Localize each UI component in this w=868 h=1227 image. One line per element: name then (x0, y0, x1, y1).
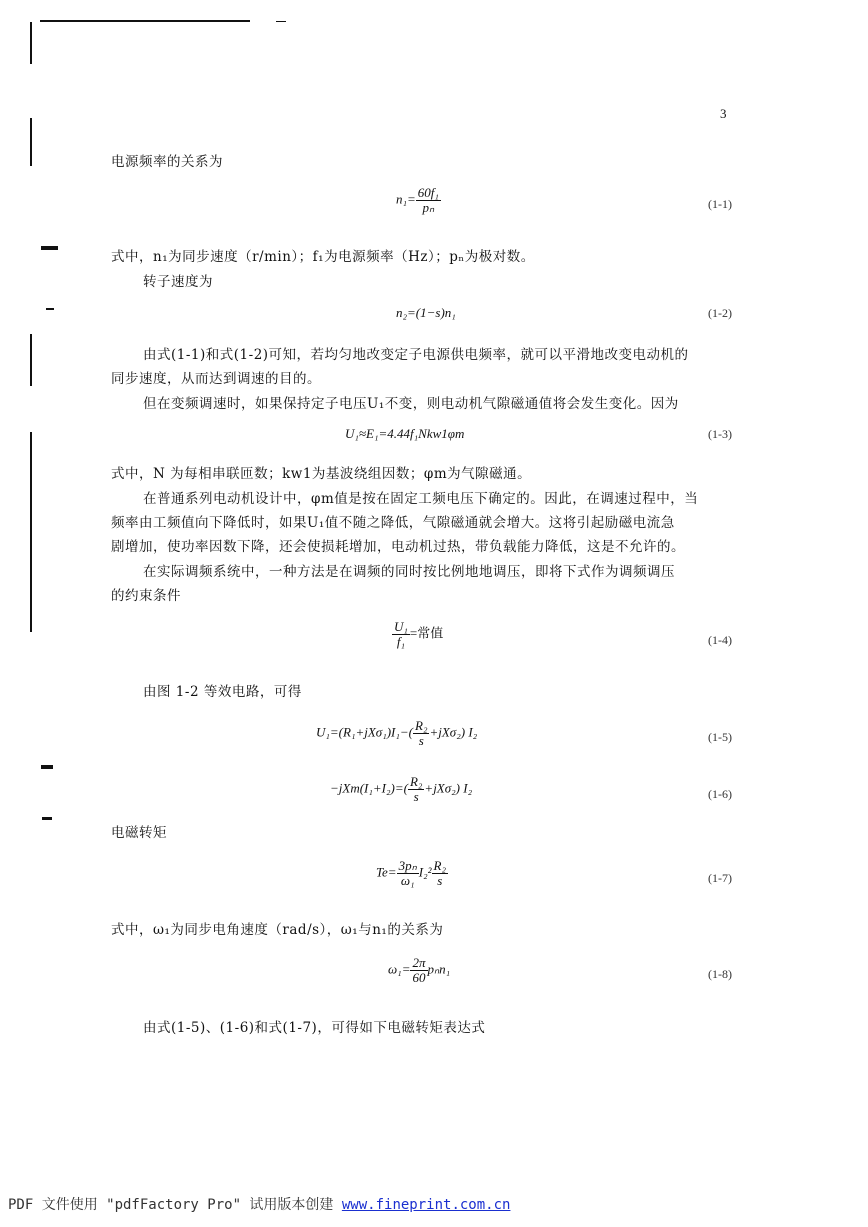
equation-rhs: pₙn₁ (427, 961, 451, 977)
equation-1-7 (376, 859, 448, 888)
equation-number: (1-5) (708, 730, 732, 744)
equation-lhs: n₁= (396, 191, 416, 207)
paragraph-line: 电磁转矩 (111, 825, 167, 841)
footer-link[interactable]: www.fineprint.com.cn (341, 1197, 511, 1213)
margin-dash-4 (46, 308, 54, 310)
equation-numerator: U₁ (394, 619, 408, 634)
paragraph-line: 的约束条件 (111, 588, 181, 604)
paragraph-line: 但在变频调速时，如果保持定子电压U₁不变，则电动机气隙磁通值将会发生变化。因为 (143, 396, 679, 412)
margin-dash-2 (41, 765, 53, 769)
equation-denominator: pₙ (422, 200, 435, 215)
equation-numerator: 60f₁ (417, 185, 439, 200)
equation-1-6 (330, 775, 472, 804)
equation-numerator: 3pₙ (398, 858, 417, 873)
paragraph-line: 同步速度，从而达到调速的目的。 (111, 371, 321, 387)
equation-1-3: U₁≈E₁=4.44f₁Nkw1φm (345, 426, 465, 441)
equation-numerator: R₂ (409, 774, 423, 789)
margin-dash-3 (42, 817, 52, 820)
equation-denominator: s (437, 873, 443, 888)
equation-lhs: Te= (376, 864, 397, 880)
footer-text: PDF 文件使用 "pdfFactory Pro" 试用版本创建 (8, 1197, 334, 1213)
equation-lhs: −jXm(I₁+I₂)=( (330, 780, 408, 796)
equation-number: (1-6) (708, 787, 732, 801)
paragraph-line: 式中，ω₁为同步电角速度（rad/s），ω₁与n₁的关系为 (111, 922, 444, 938)
equation-lhs: U₁=(R₁+jXσ₁)I₁−( (316, 724, 414, 740)
equation-number: (1-2) (708, 306, 732, 320)
equation-rhs: +jXσ₂) I₂ (429, 724, 478, 740)
page-number: 3 (720, 106, 727, 121)
equation-number: (1-3) (708, 427, 732, 441)
paragraph-line: 由式(1-5)、(1-6)和式(1-7)，可得如下电磁转矩表达式 (143, 1020, 486, 1036)
margin-dash-1 (41, 246, 58, 250)
equation-number: (1-8) (708, 967, 732, 981)
equation-numerator: 2π (412, 955, 426, 970)
equation-numerator: R₂ (433, 858, 446, 873)
equation-1-1 (396, 186, 441, 215)
equation-number: (1-1) (708, 197, 732, 211)
paragraph-line: 在普通系列电动机设计中，φm值是按在固定工频电压下确定的。因此，在调速过程中，当 (143, 491, 699, 507)
equation-1-5 (316, 719, 477, 748)
paragraph-line: 式中，n₁为同步速度（r/min）；f₁为电源频率（Hz）；pₙ为极对数。 (111, 249, 535, 265)
paragraph-line: 电源频率的关系为 (111, 154, 223, 170)
equation-1-4 (392, 620, 443, 649)
scan-rule-top (40, 20, 250, 22)
equation-denominator: s (413, 789, 419, 804)
equation-lhs: ω₁= (388, 961, 411, 977)
equation-denominator: f₁ (396, 634, 406, 649)
equation-rhs: I₂² (418, 864, 432, 880)
paragraph-line: 转子速度为 (143, 274, 213, 290)
footer (8, 1194, 510, 1214)
equation-1-2: n₂=(1−s)n₁ (396, 305, 456, 320)
equation-number: (1-4) (708, 633, 732, 647)
equation-1-8 (388, 956, 450, 985)
margin-line-1 (30, 22, 32, 64)
scan-rule-top-short (276, 21, 286, 22)
margin-line-3 (30, 334, 32, 386)
equation-numerator: R₂ (415, 718, 428, 733)
equation-rhs: +jXσ₂) I₂ (424, 780, 473, 796)
equation-number: (1-7) (708, 871, 732, 885)
paragraph-line: 剧增加，使功率因数下降，还会使损耗增加，电动机过热，带负载能力降低，这是不允许的。 (111, 539, 685, 555)
paragraph-line: 频率由工频值向下降低时，如果U₁值不随之降低，气隙磁通就会增大。这将引起励磁电流急 (111, 515, 675, 531)
margin-line-2 (30, 118, 32, 166)
equation-denominator: s (418, 733, 424, 748)
equation-denominator: 60 (412, 970, 426, 985)
margin-line-4 (30, 432, 32, 632)
equation-rhs: =常值 (409, 625, 444, 641)
paragraph-line: 由式(1-1)和式(1-2)可知，若均匀地改变定子电源供电频率，就可以平滑地改变电动机的 (143, 347, 689, 363)
equation-denominator: ω₁ (400, 873, 415, 888)
paragraph-line: 在实际调频系统中，一种方法是在调频的同时按比例地地调压，即将下式作为调频调压 (143, 564, 675, 580)
paragraph-line: 式中，N 为每相串联匝数；kw1为基波绕组因数；φm为气隙磁通。 (111, 466, 532, 482)
paragraph-line: 由图 1-2 等效电路，可得 (143, 684, 302, 700)
